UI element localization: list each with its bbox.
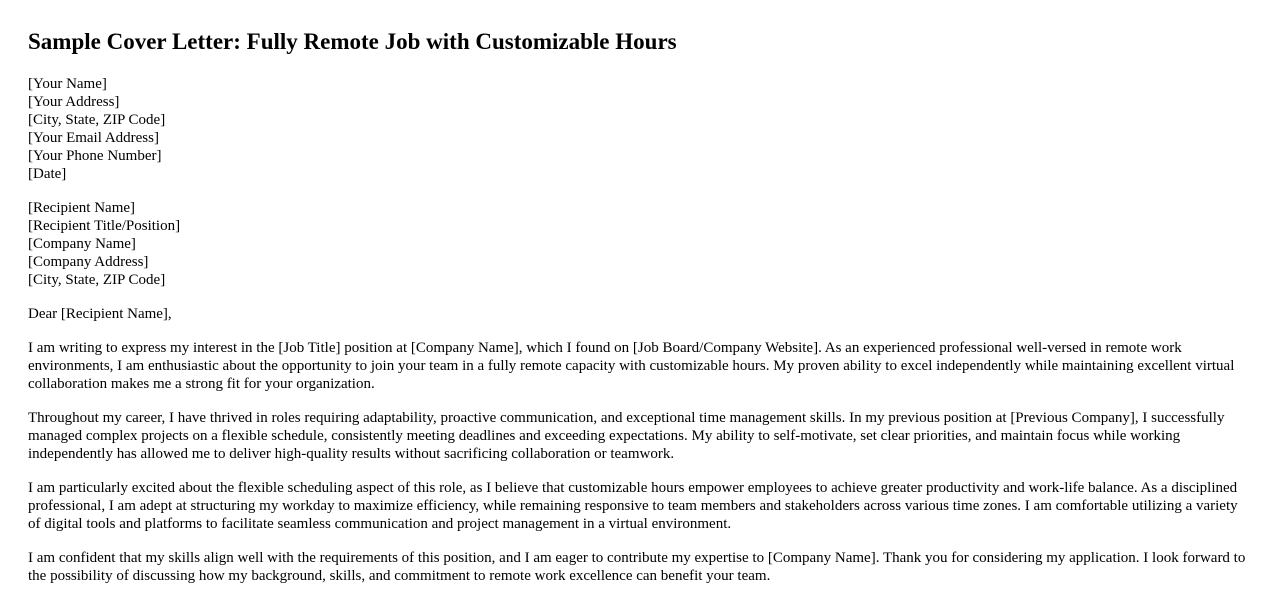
- letter-date: [Date]: [28, 166, 67, 182]
- body-paragraph-closing: I am confident that my skills align well with the requirements of this position, and I am eager to contribute my expertise to [Company Name]. Thank you for considering my application. I look forward to the possibility of discussing how my background, skills, and commitment to remote work excellence can benefit your team.: [28, 550, 1246, 584]
- salutation: Dear [Recipient Name],: [28, 306, 172, 322]
- page-title: Sample Cover Letter: Fully Remote Job with Customizable Hours: [28, 29, 677, 54]
- recipient-name: [Recipient Name]: [28, 200, 136, 216]
- sender-address-block: [28, 75, 1250, 183]
- body-paragraph-intro: I am writing to express my interest in the [Job Title] position at [Company Name], which I found on [Job Board/Company Website]. As an experienced professional well-versed in remote work environments, I am enthusiastic about the opportunity to join your team in a fully remote capacity with customizable hours. My proven ability to excel independently while maintaining excellent virtual collaboration makes me a strong fit for your organization.: [28, 340, 1235, 392]
- sender-email: [Your Email Address]: [28, 130, 159, 146]
- recipient-city-state-zip: [City, State, ZIP Code]: [28, 272, 166, 288]
- sender-city-state-zip: [City, State, ZIP Code]: [28, 112, 166, 128]
- sender-name: [Your Name]: [28, 76, 107, 92]
- sender-phone: [Your Phone Number]: [28, 148, 162, 164]
- recipient-company: [Company Name]: [28, 236, 136, 252]
- recipient-company-address: [Company Address]: [28, 254, 149, 270]
- sender-address: [Your Address]: [28, 94, 120, 110]
- recipient-address-block: [28, 199, 1250, 289]
- recipient-title: [Recipient Title/Position]: [28, 218, 181, 234]
- body-paragraph-experience: Throughout my career, I have thrived in roles requiring adaptability, proactive communication, and exceptional time management skills. In my previous position at [Previous Company], I successfully managed complex projects on a flexible schedule, consistently meeting deadlines and exceeding expectations. My ability to self-motivate, set clear priorities, and maintain focus while working independently has allowed me to deliver high-quality results without sacrificing collaboration or teamwork.: [28, 410, 1225, 462]
- body-paragraph-flexibility: I am particularly excited about the flexible scheduling aspect of this role, as I believe that customizable hours empower employees to achieve greater productivity and work-life balance. As a disciplined professional, I am adept at structuring my workday to maximize efficiency, while remaining responsive to team members and stakeholders across various time zones. I am comfortable utilizing a variety of digital tools and platforms to facilitate seamless communication and project management in a virtual environment.: [28, 480, 1238, 532]
